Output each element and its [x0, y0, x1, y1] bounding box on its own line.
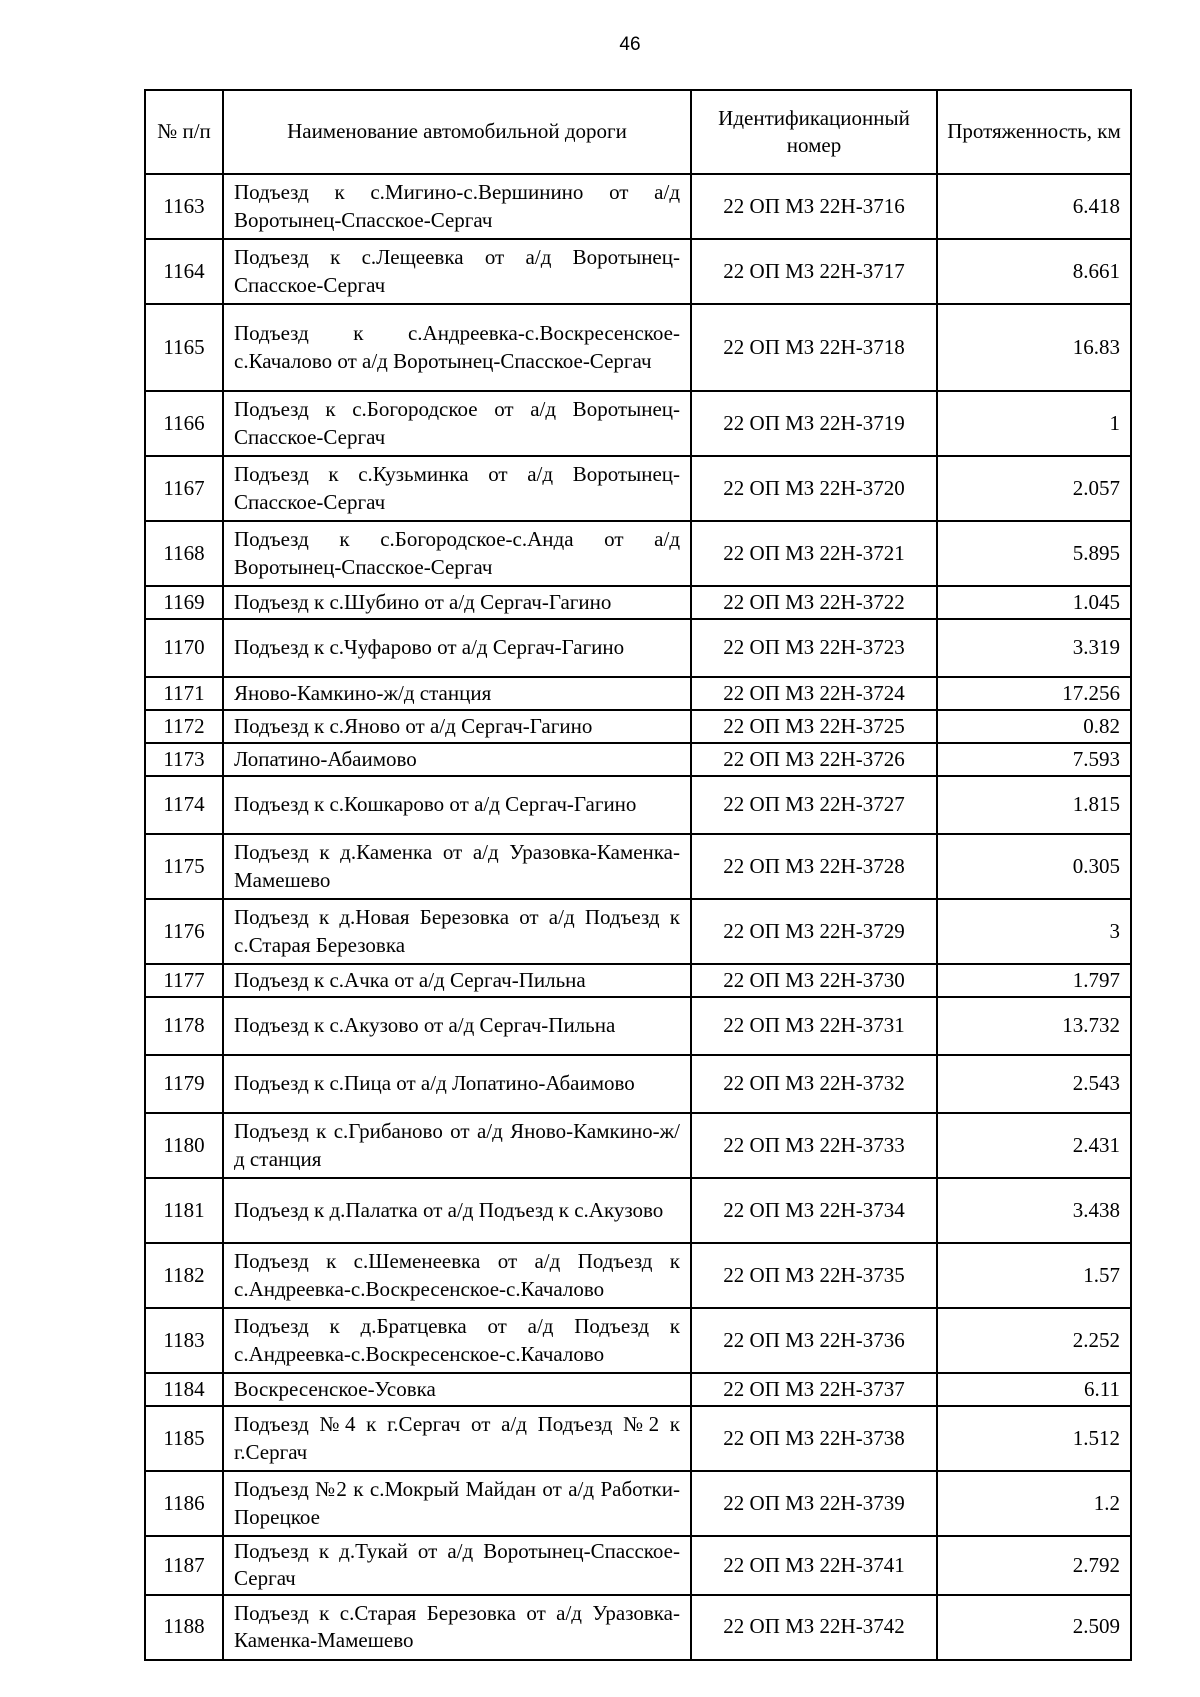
cell-name: Подъезд к д.Тукай от а/д Воротынец-Спасское-Сергач [223, 1536, 691, 1595]
cell-name: Подъезд к с.Ачка от а/д Сергач-Пильна [223, 964, 691, 997]
table-row [145, 619, 1131, 677]
cell-num: 1166 [145, 391, 223, 456]
cell-id: 22 ОП МЗ 22Н-3723 [691, 619, 937, 677]
table-row [145, 456, 1131, 521]
table-row [145, 1536, 1131, 1595]
cell-name: Подъезд к с.Андреевка-с.Воскресенское-с.Качалово от а/д Воротынец-Спасское-Сергач [223, 304, 691, 391]
cell-length: 2.057 [937, 456, 1131, 521]
table-row [145, 1373, 1131, 1406]
cell-num: 1185 [145, 1406, 223, 1471]
cell-length: 7.593 [937, 743, 1131, 776]
cell-id: 22 ОП МЗ 22Н-3734 [691, 1178, 937, 1243]
cell-id: 22 ОП МЗ 22Н-3717 [691, 239, 937, 304]
table-row [145, 1243, 1131, 1308]
cell-id: 22 ОП МЗ 22Н-3720 [691, 456, 937, 521]
cell-num: 1186 [145, 1471, 223, 1536]
cell-id: 22 ОП МЗ 22Н-3724 [691, 677, 937, 710]
cell-num: 1173 [145, 743, 223, 776]
table-row [145, 1471, 1131, 1536]
table-row [145, 899, 1131, 964]
table-row [145, 304, 1131, 391]
header-id: Идентификационный номер [691, 90, 937, 174]
cell-name: Подъезд к с.Богородское-с.Анда от а/д Воротынец-Спасское-Сергач [223, 521, 691, 586]
cell-name: Подъезд к с.Пица от а/д Лопатино-Абаимово [223, 1055, 691, 1113]
cell-name: Подъезд к с.Кошкарово от а/д Сергач-Гагино [223, 776, 691, 834]
cell-length: 1.512 [937, 1406, 1131, 1471]
cell-name: Подъезд к с.Лещеевка от а/д Воротынец-Спасское-Сергач [223, 239, 691, 304]
cell-id: 22 ОП МЗ 22Н-3726 [691, 743, 937, 776]
table-row [145, 239, 1131, 304]
cell-num: 1171 [145, 677, 223, 710]
cell-num: 1181 [145, 1178, 223, 1243]
cell-length: 3.438 [937, 1178, 1131, 1243]
cell-num: 1170 [145, 619, 223, 677]
cell-name: Яново-Камкино-ж/д станция [223, 677, 691, 710]
cell-id: 22 ОП МЗ 22Н-3725 [691, 710, 937, 743]
table-row [145, 391, 1131, 456]
header-length: Протяженность, км [937, 90, 1131, 174]
cell-num: 1178 [145, 997, 223, 1055]
cell-name: Подъезд к д.Братцевка от а/д Подъезд к с.Андреевка-с.Воскресенское-с.Качалово [223, 1308, 691, 1373]
cell-id: 22 ОП МЗ 22Н-3718 [691, 304, 937, 391]
cell-num: 1184 [145, 1373, 223, 1406]
cell-id: 22 ОП МЗ 22Н-3731 [691, 997, 937, 1055]
cell-name: Воскресенское-Усовка [223, 1373, 691, 1406]
header-name: Наименование автомобильной дороги [223, 90, 691, 174]
cell-length: 2.792 [937, 1536, 1131, 1595]
cell-name: Подъезд к с.Старая Березовка от а/д Уразовка-Каменка-Мамешево [223, 1595, 691, 1660]
cell-num: 1165 [145, 304, 223, 391]
cell-id: 22 ОП МЗ 22Н-3742 [691, 1595, 937, 1660]
table-row [145, 1595, 1131, 1660]
cell-name: Подъезд к с.Чуфарово от а/д Сергач-Гагино [223, 619, 691, 677]
table-row [145, 997, 1131, 1055]
cell-num: 1180 [145, 1113, 223, 1178]
page-number: 46 [619, 34, 641, 55]
cell-num: 1179 [145, 1055, 223, 1113]
cell-num: 1177 [145, 964, 223, 997]
cell-name: Лопатино-Абаимово [223, 743, 691, 776]
cell-num: 1174 [145, 776, 223, 834]
cell-length: 2.431 [937, 1113, 1131, 1178]
cell-id: 22 ОП МЗ 22Н-3733 [691, 1113, 937, 1178]
cell-num: 1176 [145, 899, 223, 964]
cell-name: Подъезд к д.Палатка от а/д Подъезд к с.Акузово [223, 1178, 691, 1243]
cell-id: 22 ОП МЗ 22Н-3737 [691, 1373, 937, 1406]
cell-id: 22 ОП МЗ 22Н-3730 [691, 964, 937, 997]
cell-name: Подъезд к с.Кузьминка от а/д Воротынец-Спасское-Сергач [223, 456, 691, 521]
table-header-row [145, 90, 1131, 174]
cell-length: 3 [937, 899, 1131, 964]
cell-length: 6.11 [937, 1373, 1131, 1406]
cell-length: 2.252 [937, 1308, 1131, 1373]
table-row [145, 1178, 1131, 1243]
table-row [145, 677, 1131, 710]
cell-id: 22 ОП МЗ 22Н-3735 [691, 1243, 937, 1308]
cell-length: 1.797 [937, 964, 1131, 997]
cell-length: 6.418 [937, 174, 1131, 239]
cell-id: 22 ОП МЗ 22Н-3738 [691, 1406, 937, 1471]
cell-id: 22 ОП МЗ 22Н-3736 [691, 1308, 937, 1373]
cell-name: Подъезд к с.Шеменеевка от а/д Подъезд к с.Андреевка-с.Воскресенское-с.Качалово [223, 1243, 691, 1308]
cell-length: 5.895 [937, 521, 1131, 586]
table-row [145, 1308, 1131, 1373]
table-row [145, 174, 1131, 239]
cell-length: 1.815 [937, 776, 1131, 834]
cell-name: Подъезд к с.Грибаново от а/д Яново-Камкино-ж/д станция [223, 1113, 691, 1178]
cell-length: 2.543 [937, 1055, 1131, 1113]
cell-name: Подъезд к с.Мигино-с.Вершинино от а/д Воротынец-Спасское-Сергач [223, 174, 691, 239]
cell-id: 22 ОП МЗ 22Н-3729 [691, 899, 937, 964]
cell-id: 22 ОП МЗ 22Н-3732 [691, 1055, 937, 1113]
cell-num: 1187 [145, 1536, 223, 1595]
cell-length: 1 [937, 391, 1131, 456]
cell-id: 22 ОП МЗ 22Н-3739 [691, 1471, 937, 1536]
cell-id: 22 ОП МЗ 22Н-3721 [691, 521, 937, 586]
cell-num: 1164 [145, 239, 223, 304]
table-row [145, 743, 1131, 776]
cell-name: Подъезд к д.Каменка от а/д Уразовка-Каменка-Мамешево [223, 834, 691, 899]
cell-num: 1168 [145, 521, 223, 586]
cell-length: 13.732 [937, 997, 1131, 1055]
cell-num: 1183 [145, 1308, 223, 1373]
table-row [145, 1406, 1131, 1471]
cell-num: 1163 [145, 174, 223, 239]
table-row [145, 834, 1131, 899]
cell-length: 1.2 [937, 1471, 1131, 1536]
cell-num: 1172 [145, 710, 223, 743]
header-num: № п/п [145, 90, 223, 174]
cell-num: 1175 [145, 834, 223, 899]
roads-table [144, 89, 1132, 1661]
cell-length: 1.57 [937, 1243, 1131, 1308]
table-row [145, 710, 1131, 743]
cell-name: Подъезд к с.Яново от а/д Сергач-Гагино [223, 710, 691, 743]
cell-num: 1167 [145, 456, 223, 521]
cell-id: 22 ОП МЗ 22Н-3719 [691, 391, 937, 456]
table-row [145, 776, 1131, 834]
cell-length: 17.256 [937, 677, 1131, 710]
cell-id: 22 ОП МЗ 22Н-3728 [691, 834, 937, 899]
cell-id: 22 ОП МЗ 22Н-3716 [691, 174, 937, 239]
table-row [145, 1113, 1131, 1178]
table-row [145, 964, 1131, 997]
cell-name: Подъезд к д.Новая Березовка от а/д Подъезд к с.Старая Березовка [223, 899, 691, 964]
table-row [145, 521, 1131, 586]
cell-num: 1182 [145, 1243, 223, 1308]
table-body [145, 174, 1131, 1660]
cell-length: 2.509 [937, 1595, 1131, 1660]
cell-name: Подъезд к с.Богородское от а/д Воротынец-Спасское-Сергач [223, 391, 691, 456]
cell-id: 22 ОП МЗ 22Н-3727 [691, 776, 937, 834]
cell-id: 22 ОП МЗ 22Н-3722 [691, 586, 937, 619]
cell-id: 22 ОП МЗ 22Н-3741 [691, 1536, 937, 1595]
table-row [145, 1055, 1131, 1113]
cell-name: Подъезд №4 к г.Сергач от а/д Подъезд №2 к г.Сергач [223, 1406, 691, 1471]
cell-num: 1188 [145, 1595, 223, 1660]
cell-length: 3.319 [937, 619, 1131, 677]
cell-num: 1169 [145, 586, 223, 619]
cell-length: 1.045 [937, 586, 1131, 619]
cell-name: Подъезд к с.Акузово от а/д Сергач-Пильна [223, 997, 691, 1055]
cell-length: 0.305 [937, 834, 1131, 899]
cell-name: Подъезд к с.Шубино от а/д Сергач-Гагино [223, 586, 691, 619]
cell-length: 16.83 [937, 304, 1131, 391]
cell-length: 0.82 [937, 710, 1131, 743]
cell-name: Подъезд №2 к с.Мокрый Майдан от а/д Работки-Порецкое [223, 1471, 691, 1536]
cell-length: 8.661 [937, 239, 1131, 304]
table-row [145, 586, 1131, 619]
